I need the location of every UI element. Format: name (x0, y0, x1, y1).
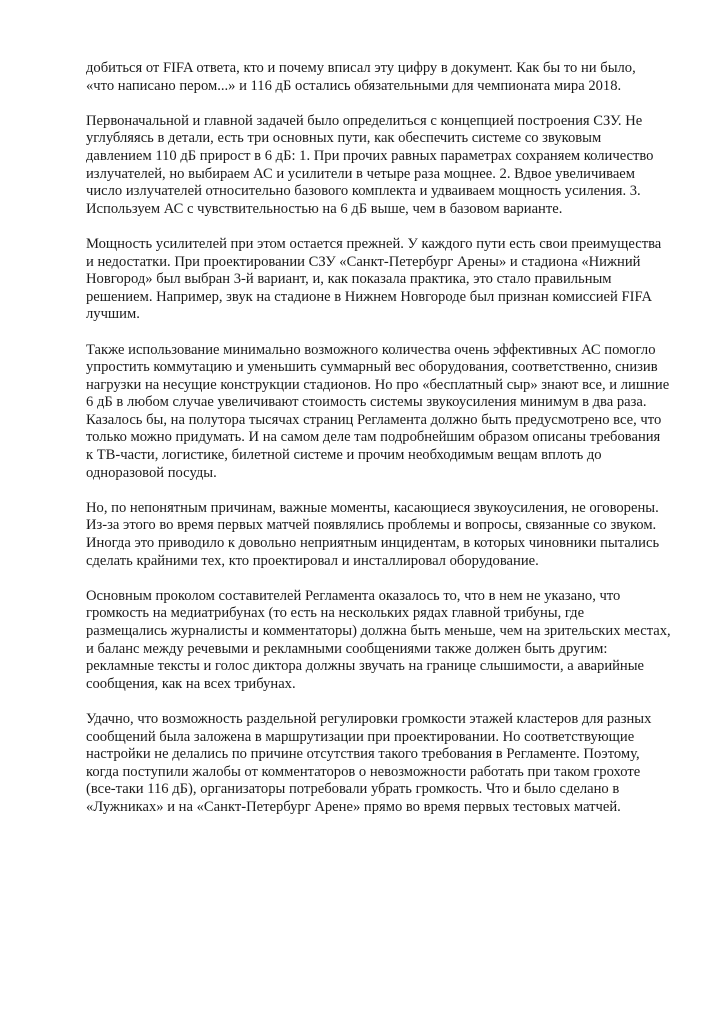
text-line: одноразовой посуды. (86, 464, 217, 481)
text-line: углубляясь в детали, есть три основных пути, как обеспечить системе со звуковым (86, 130, 602, 147)
paragraph-3 (86, 236, 676, 324)
text-line: Также использование минимально возможного количества очень эффективных АС помогло (86, 341, 656, 358)
text-line: число излучателей относительно базового комплекта и удваиваем мощность усиления. 3. (86, 183, 641, 200)
text-line: Из-за этого во время первых матчей появлялись проблемы и вопросы, связанные со звуком. (86, 517, 657, 534)
text-line: упростить коммутацию и уменьшить суммарный вес оборудования, соответственно, снизив (86, 359, 658, 376)
text-line: Первоначальной и главной задачей было определиться с концепцией построения СЗУ. Не (86, 112, 643, 129)
text-line: Мощность усилителей при этом остается прежней. У каждого пути есть свои преимущества (86, 235, 662, 252)
text-line: лучшим. (86, 306, 140, 323)
text-line: и недостатки. При проектировании СЗУ «Санкт-Петербург Арены» и стадиона «Нижний (86, 253, 641, 270)
paragraph-2 (86, 113, 676, 219)
paragraph-1 (86, 60, 676, 95)
text-line: сделать крайними тех, кто проектировал и инсталлировал оборудование. (86, 552, 539, 569)
text-line: размещались журналисты и комментаторы) должна быть меньше, чем на зрительских местах, (86, 623, 671, 639)
text-line: (все-таки 116 дБ), организаторы потребовали убрать громкость. Что и было сделано в (86, 781, 620, 798)
paragraph-7 (86, 711, 676, 817)
text-line: Основным проколом составителей Регламента оказалось то, что в нем не указано, что (86, 587, 621, 604)
paragraph-6 (86, 588, 676, 694)
text-line: излучателей, но выбираем АС и усилители в четыре раза мощнее. 2. Вдвое увеличиваем (86, 165, 636, 182)
text-line: «что написано пером...» и 116 дБ остались обязательными для чемпионата мира 2018. (86, 77, 622, 94)
text-line: сообщения, как на всех трибунах. (86, 675, 296, 692)
text-line: когда поступили жалобы от комментаторов о невозможности работать при таком грохоте (86, 763, 641, 780)
text-line: рекламные тексты и голос диктора должны звучать на границе слышимости, а аварийные (86, 658, 645, 675)
text-line: нагрузки на несущие конструкции стадионов. Но про «бесплатный сыр» знают все, и лишние (86, 376, 670, 393)
text-line: и баланс между речевыми и рекламными сообщениями также должен быть другим: (86, 640, 608, 657)
text-line: давлением 110 дБ прирост в 6 дБ: 1. При прочих равных параметрах сохраняем количество (86, 147, 654, 164)
text-line: Иногда это приводило к довольно неприятным инцидентам, в которых чиновники пытались (86, 535, 660, 552)
article-body (86, 60, 676, 834)
text-line: добиться от FIFA ответа, кто и почему вписал эту цифру в документ. Как бы то ни было, (86, 60, 636, 76)
text-line: сообщений была заложена в маршрутизации при проектировании. Но соответствующие (86, 728, 635, 745)
text-line: Но, по непонятным причинам, важные моменты, касающиеся звукоусиления, не оговорены. (86, 499, 659, 516)
text-line: «Лужниках» и на «Санкт-Петербург Арене» прямо во время первых тестовых матчей. (86, 798, 621, 815)
text-line: 6 дБ в любом случае увеличивают стоимость системы звукоусиления минимум в два раза. (86, 394, 647, 411)
text-line: Удачно, что возможность раздельной регулировки громкости этажей кластеров для разных (86, 710, 652, 727)
text-line: Используем АС с чувствительностью на 6 дБ выше, чем в базовом варианте. (86, 200, 563, 217)
paragraph-5 (86, 500, 676, 570)
text-line: к ТВ-части, логистике, билетной системе и прочим необходимым вещам вплоть до (86, 447, 602, 464)
paragraph-4 (86, 342, 676, 483)
text-line: Казалось бы, на полутора тысячах страниц Регламента должно быть предусмотрено все, что (86, 411, 662, 428)
text-line: настройки не делались по причине отсутствия такого требования в Регламенте. Поэтому, (86, 746, 640, 763)
text-line: Новгород» был выбран 3-й вариант, и, как показала практика, это стало правильным (86, 271, 612, 288)
text-line: только можно придумать. И на самом деле там подробнейшим образом описаны требования (86, 429, 661, 446)
text-line: громкость на медиатрибунах (то есть на нескольких рядах главной трибуны, где (86, 605, 585, 622)
text-line: решением. Например, звук на стадионе в Нижнем Новгороде был признан комиссией FIFA (86, 288, 653, 305)
